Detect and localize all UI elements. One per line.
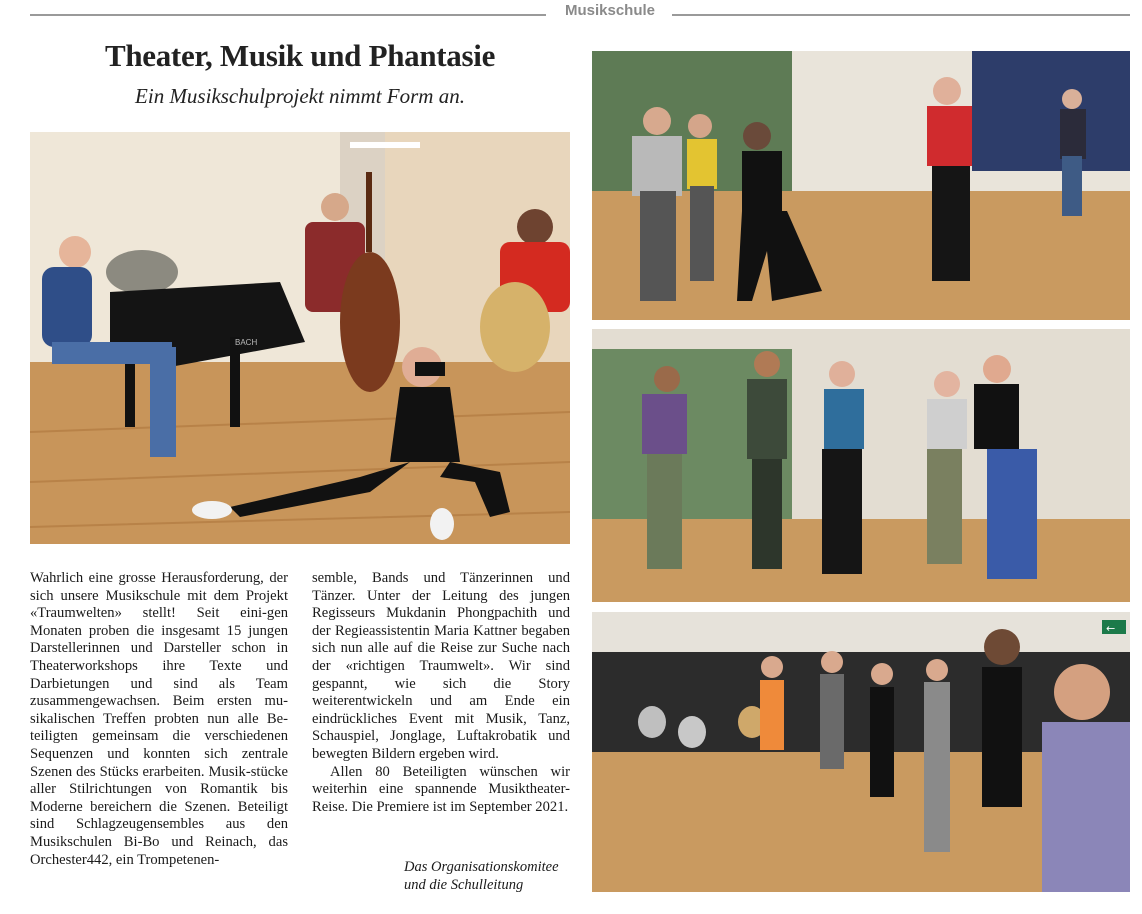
- exit-sign-text: ←: [1106, 622, 1116, 635]
- movement-rehearsal-photo: [592, 329, 1130, 602]
- signature-line-1: Das Organisationskomitee: [404, 859, 559, 875]
- article-column-1: [30, 570, 288, 869]
- article-signature: [404, 858, 574, 894]
- signature-line-2: und die Schulleitung: [404, 877, 524, 893]
- article-subheadline: Ein Musikschulprojekt nimmt Form an.: [135, 84, 465, 108]
- article-paragraph-2: semble, Bands und Tänzerinnen und Tänzer. Unter der Leitung des jungen Regisseurs Mukdanin Phongpachith und der Regieassistentin Maria Kattner begaben sich nun alle auf die Reise zur Suche nach der «richtigen Traumwelt». Wir sind gespannt, wie sich die Story weiterentwickeln und am Ende ein eindrückliches Event mit Musik, Tanz, Schauspiel, Jonglage, Luftakrobatik und bewegten Bildern ergeben wird.: [312, 570, 570, 762]
- dance-rehearsal-photo: [592, 51, 1130, 320]
- section-header: [30, 2, 1130, 20]
- band-photo: [30, 132, 570, 544]
- section-label: Musikschule: [564, 2, 656, 19]
- piano-brand-text: BACH: [235, 338, 258, 347]
- section-rule-right: [672, 14, 1130, 16]
- article-headline: Theater, Musik und Phantasie: [104, 38, 496, 73]
- section-rule-left: [30, 14, 546, 16]
- percussion-rehearsal-photo: [592, 612, 1130, 892]
- article-paragraph-3: Allen 80 Beteiligten wünschen wir weiterhin eine spannende Musiktheater-Reise. Die Premiere ist im September 2021.: [312, 763, 570, 815]
- article-column-2: [312, 570, 570, 816]
- article-paragraph-1: Wahrlich eine grosse Herausforderung, der sich unsere Musikschule mit dem Projekt «Traumwelten» stellt! Seit eini-gen Monaten proben die insgesamt 15 jungen Darstellerinnen und Darsteller schon in Theaterworkshops ihre Texte und Darbietungen und sind als Team zusammengewachsen. Beim ersten mu-sikalischen Treffen probten nun alle Be-teiligten gemeinsam die verschiedenen Sequenzen und konnten sich zentrale Szenen des Stücks erarbeiten. Musik-stücke aller Stilrichtungen von Romantik bis Moderne bereichern die Szenen. Beteiligt sind Schlagzeugensembles aus den Musikschulen Bi-Bo und Reinach, das Orchester442, ein Trompetenen-: [30, 570, 288, 868]
